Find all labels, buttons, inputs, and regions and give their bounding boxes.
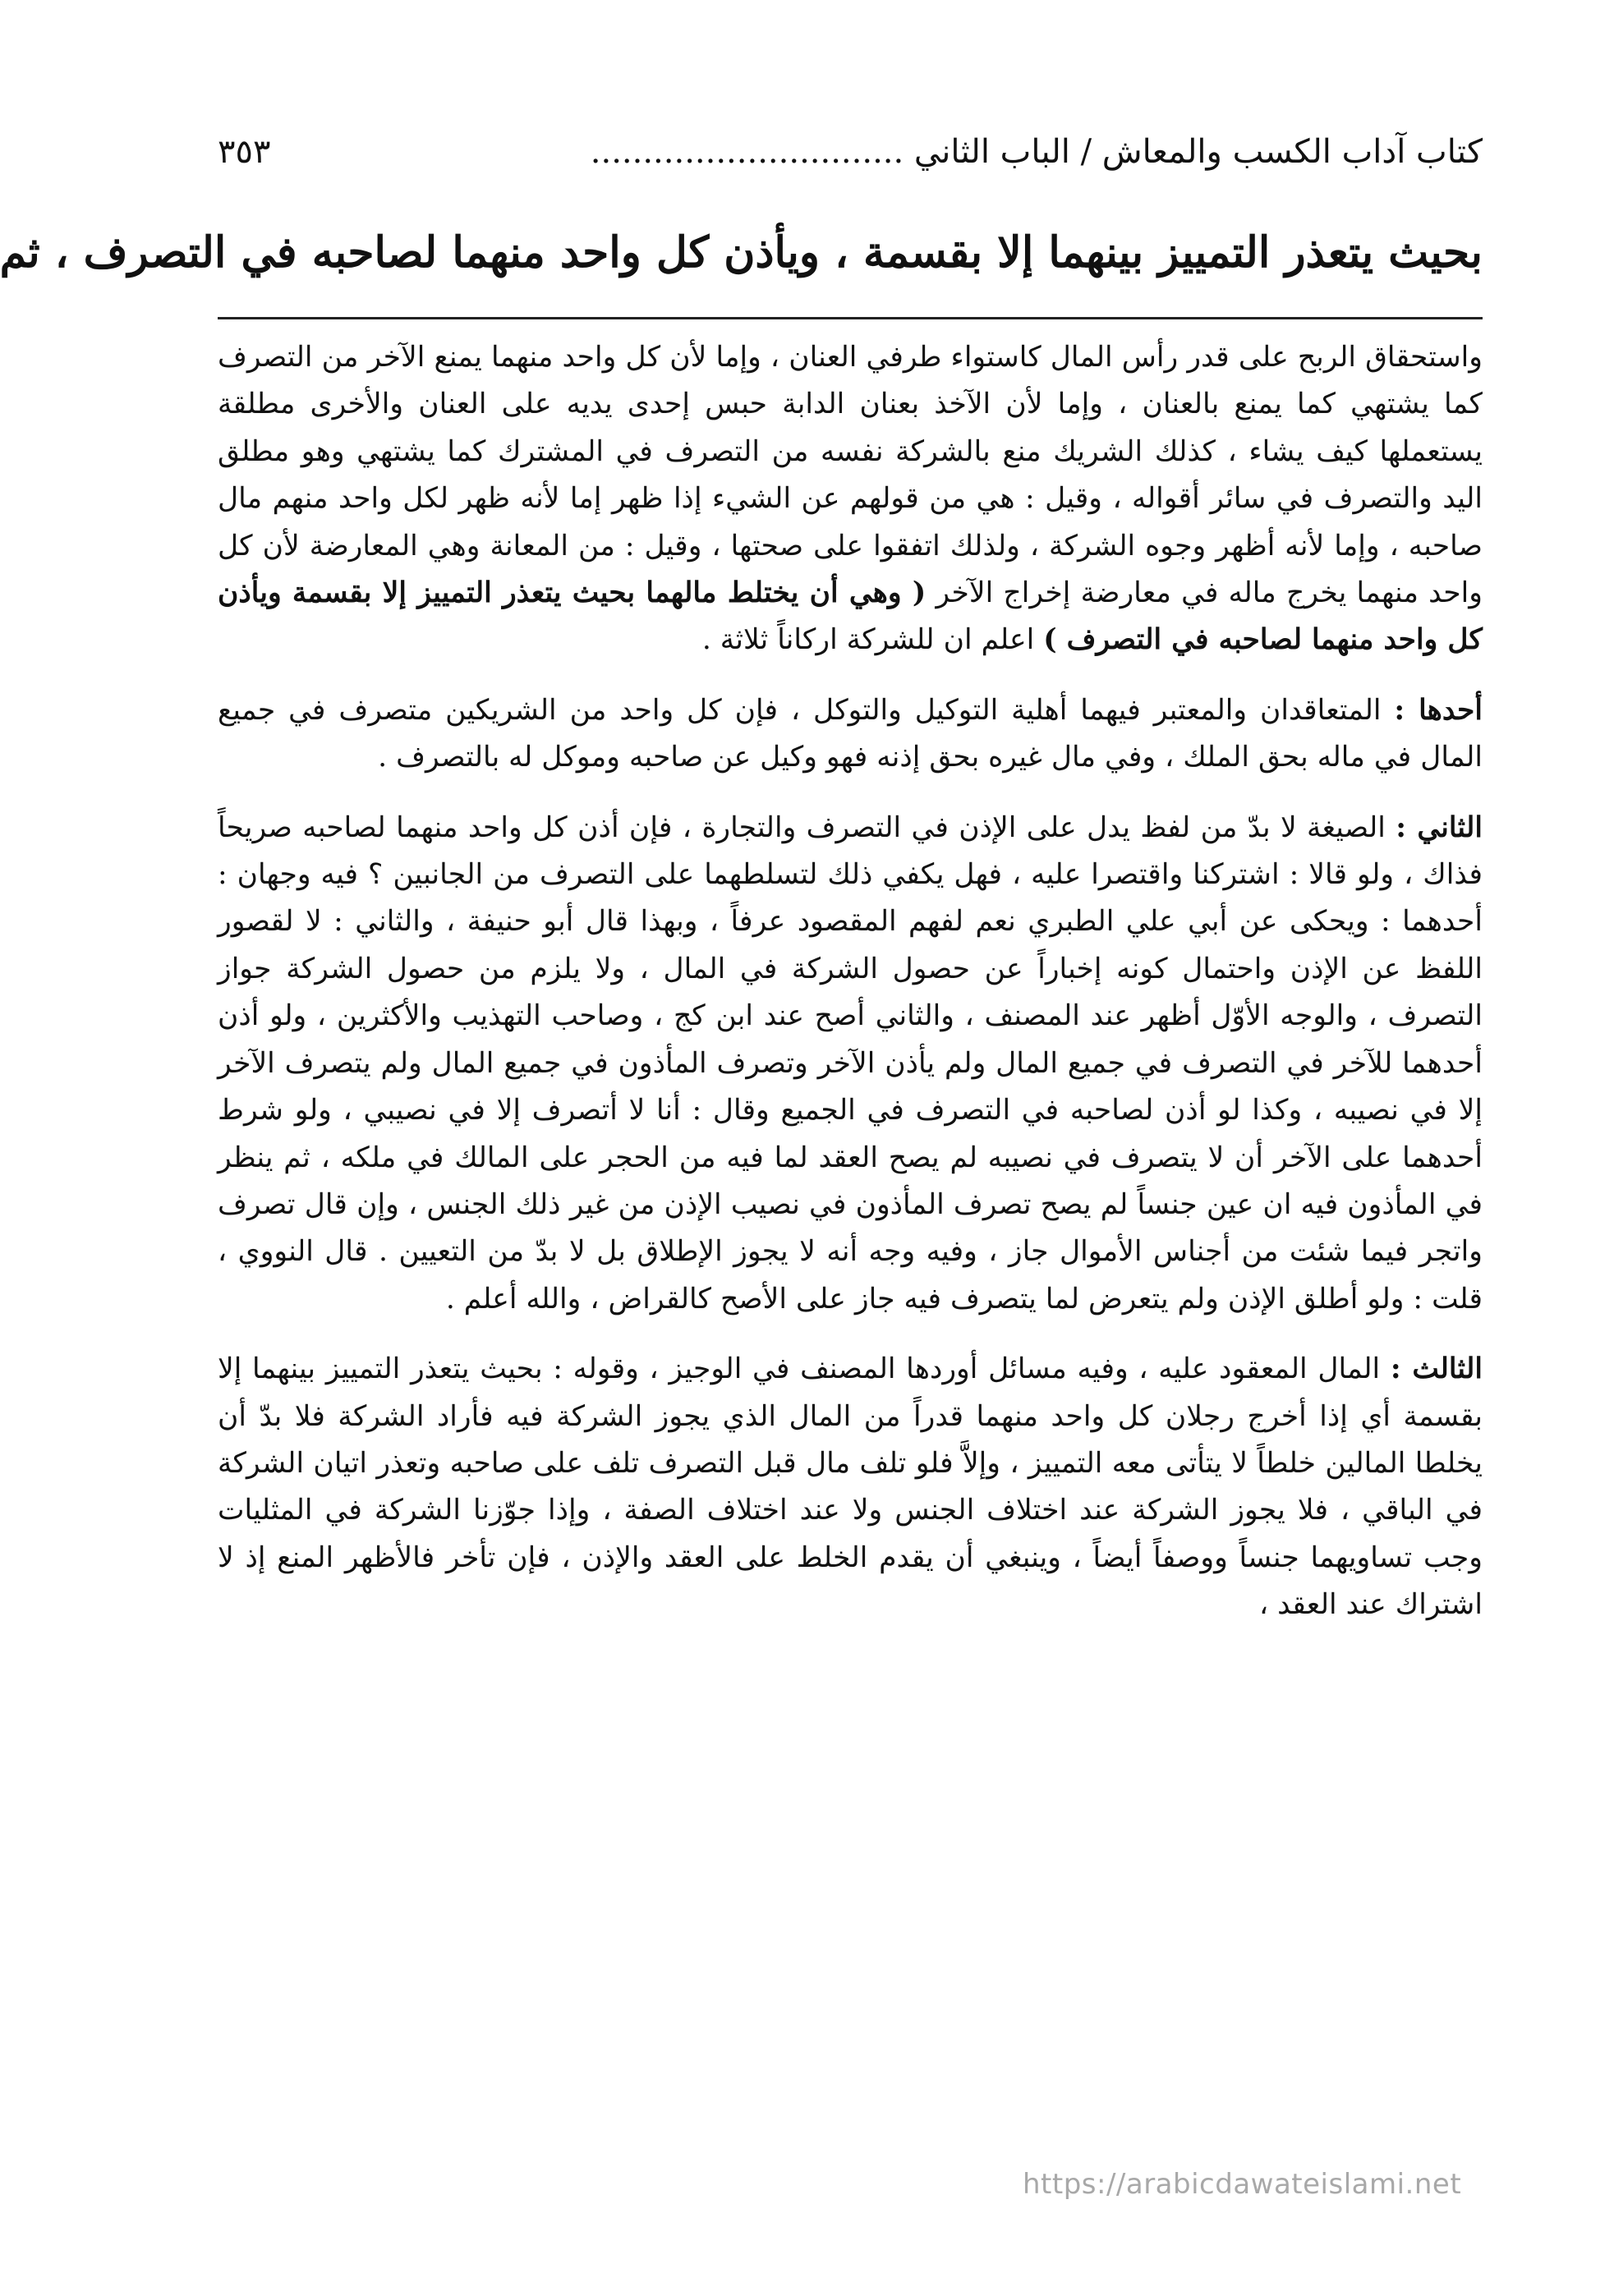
page-number: ٣٥٣ (218, 133, 271, 171)
book-page (0, 123, 1483, 2225)
watermark-url: https://arabicdawateislami.net (1023, 2168, 1462, 2201)
main-text-line: بحيث يتعذر التمييز بينهما إلا بقسمة ، ويأذن كل واحد منهما لصاحبه في التصرف ، ثم (0, 227, 1483, 278)
paragraph-lead: الثاني : (1396, 810, 1483, 844)
paragraph-lead: الثالث : (1390, 1352, 1483, 1386)
paragraph-text: الصيغة لا بدّ من لفظ يدل على الإذن في التصرف والتجارة ، فإن أذن كل واحد منهما لصاحبه صريحاً فذاك ، ولو قالا : اشتركنا واقتصرا عليه ، فهل يكفي ذلك لتسلطهما على التصرف من الجانبين ؟ فيه وجهان : أحدهما : ويحكى عن أبي علي الطبري نعم لفهم المقصود عرفاً ، وبهذا قال أبو حنيفة ، والثاني : لا لقصور اللفظ عن الإذن واحتمال كونه إخباراً عن حصول الشركة في المال ، ولا يلزم من حصول الشركة جواز التصرف ، والوجه الأوّل أظهر عند المصنف ، والثاني أصح عند ابن كج ، وصاحب التهذيب والأكثرين ، ولو أذن أحدهما للآخر في التصرف في جميع المال ولم يأذن الآخر وتصرف المأذون في جميع المال ولم يتصرف الآخر إلا في نصيبه ، وكذا لو أذن لصاحبه في التصرف في الجميع وقال : أنا لا أتصرف إلا في نصيبي ، ولو شرط أحدهما على الآخر أن لا يتصرف في نصيبه لم يصح العقد لما فيه من الحجر على المالك في ملكه ، ثم ينظر في المأذون فيه ان عين جنساً لم يصح تصرف المأذون في نصيب الإذن من غير ذلك الجنس ، وإن قال تصرف واتجر فيما شئت من أجناس الأموال جاز ، وفيه وجه أنه لا يجوز الإطلاق بل لا بدّ من التعيين . قال النووي ، قلت : ولو أطلق الإذن ولم يتعرض لما يتصرف فيه جاز على الأصح كالقراض ، والله أعلم . (218, 810, 1483, 1316)
quoted-main-text: ( وهي أن يختلط مالهما بحيث يتعذر التمييز إلا بقسمة ويأذن كل واحد منهما لصاحبه في التصرف ) (218, 576, 1483, 657)
paragraph-text: المال المعقود عليه ، وفيه مسائل أوردها المصنف في الوجيز ، وقوله : بحيث يتعذر التمييز بينهما إلا بقسمة أي إذا أخرج رجلان كل واحد منهما قدراً من المال الذي يجوز الشركة فيه فأراد الشركة فلا بدّ أن يخلطا المالين خلطاً لا يتأتى معه التمييز ، وإلاَّ فلو تلف مال قبل التصرف تلف على صاحبه وتعذر اتيان الشركة في الباقي ، فلا يجوز الشركة عند اختلاف الجنس ولا عند اختلاف الصفة ، وإذا جوّزنا الشركة في المثليات وجب تساويهما جنساً ووصفاً أيضاً ، وينبغي أن يقدم الخلط على العقد والإذن ، فإن تأخر فالأظهر المنع إذ لا اشتراك عند العقد ، (218, 1352, 1483, 1622)
commentary-paragraph-1 (218, 334, 1483, 664)
paragraph-text: المتعاقدان والمعتبر فيهما أهلية التوكيل والتوكل ، فإن كل واحد من الشريكين متصرف في جميع المال في ماله بحق الملك ، وفي مال غيره بحق إذنه فهو وكيل عن صاحبه وموكل له بالتصرف . (218, 693, 1483, 774)
footnote-separator (218, 317, 1483, 319)
commentary-paragraph-3 (218, 805, 1483, 1323)
paragraph-tail: اعلم ان للشركة اركاناً ثلاثة . (701, 623, 1035, 657)
paragraph-text: واستحقاق الربح على قدر رأس المال كاستواء طرفي العنان ، وإما لأن كل واحد منهما يمنع الآخر من التصرف كما يشتهي كما يمنع بالعنان ، وإما لأن الآخذ بعنان الدابة حبس إحدى يديه على العنان والأخرى مطلقة يستعملها كيف يشاء ، كذلك الشريك منع بالشركة نفسه من التصرف في المشترك كما يشتهي وهو مطلق اليد والتصرف في سائر أقواله ، وقيل : هي من قولهم عن الشيء إذا ظهر إما لأنه ظهر لكل واحد منهم مال صاحبه ، وإما لأنه أظهر وجوه الشركة ، ولذلك اتفقوا على صحتها ، وقيل : من المعانة وهي المعارضة لأن كل واحد منهما يخرج ماله في معارضة إخراج الآخر (218, 341, 1483, 610)
commentary (218, 334, 1483, 1629)
commentary-paragraph-2 (218, 687, 1483, 782)
running-header (218, 123, 1483, 181)
commentary-paragraph-4 (218, 1346, 1483, 1628)
chapter-title: كتاب آداب الكسب والمعاش / الباب الثاني .............................. (590, 133, 1483, 171)
paragraph-lead: أحدها : (1394, 693, 1483, 727)
